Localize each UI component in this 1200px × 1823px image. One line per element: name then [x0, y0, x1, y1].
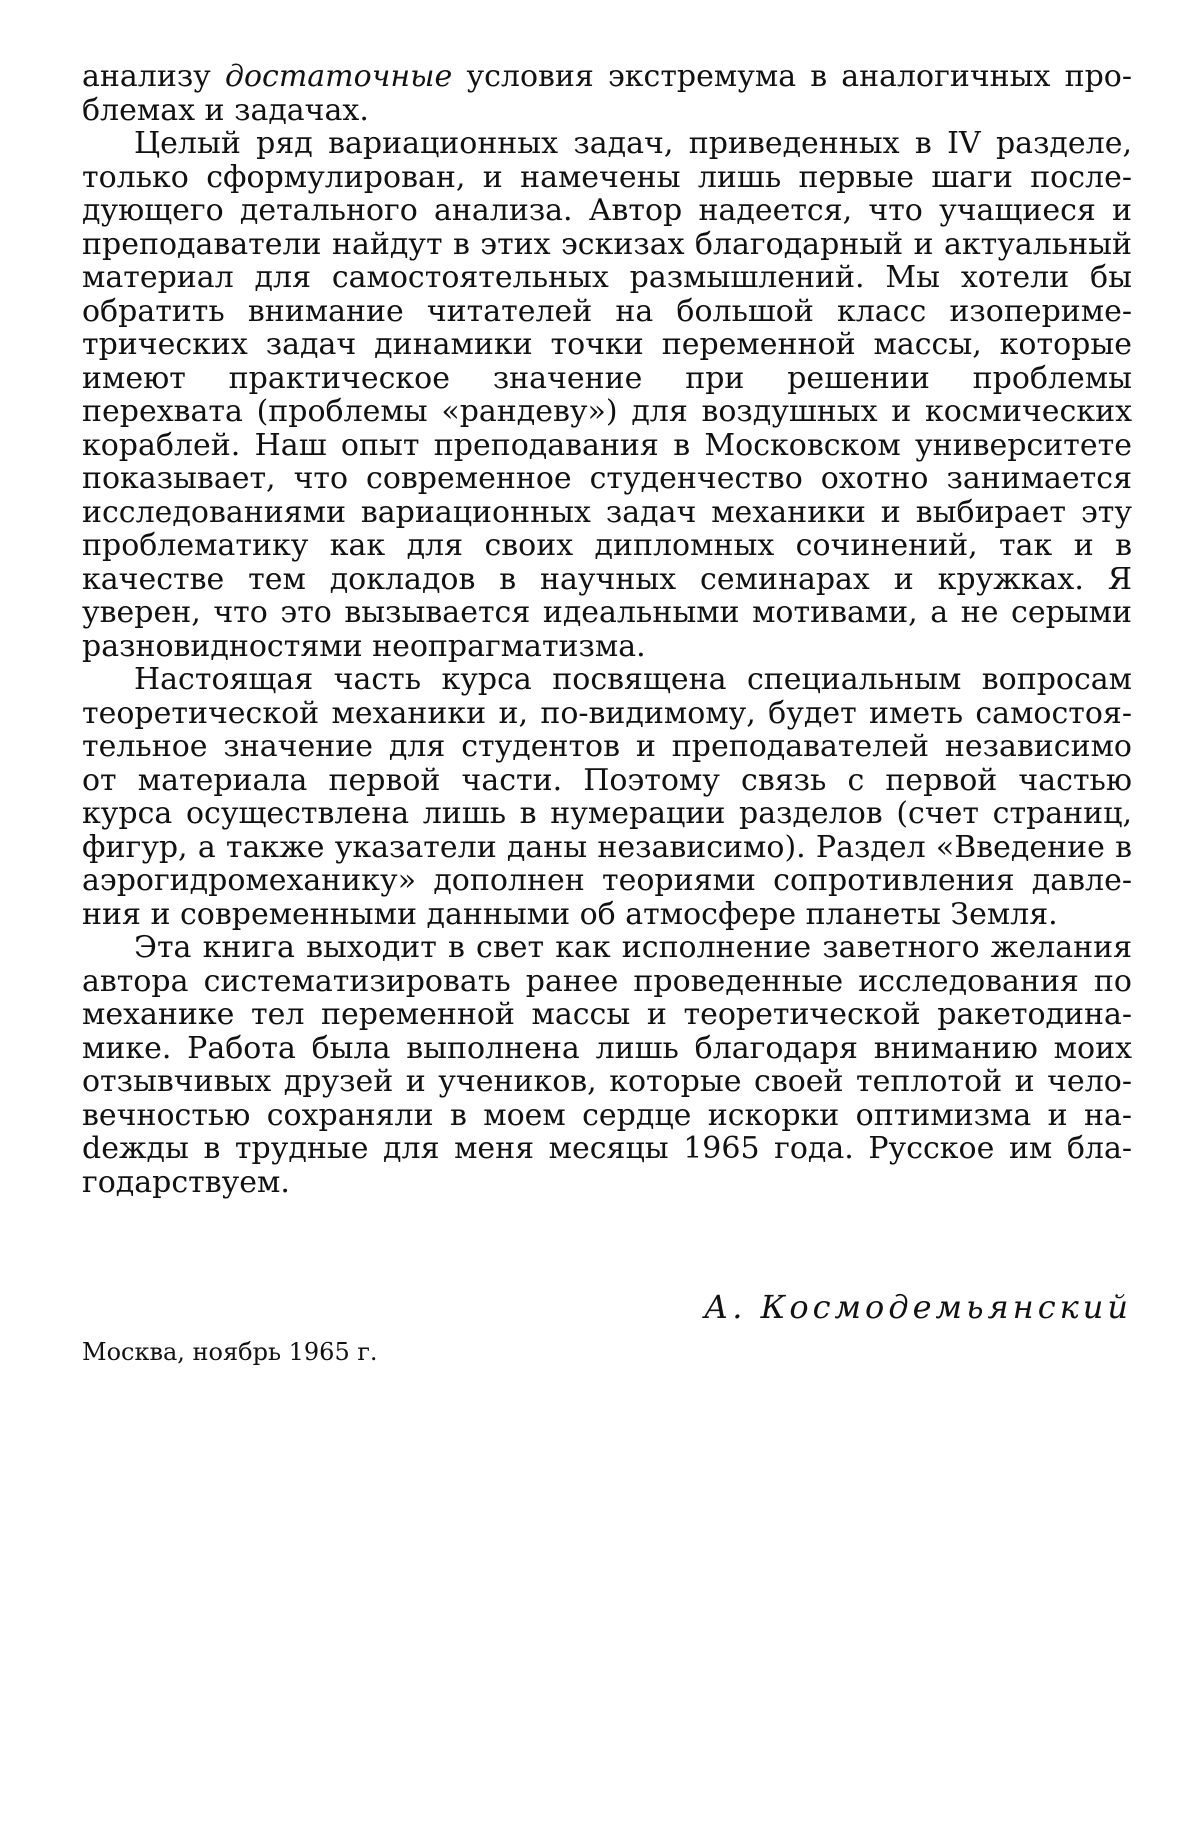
paragraph-1-end: условия экстремума в аналогичных проблемах и задачах. — [82, 59, 1132, 128]
paragraph-1 — [82, 60, 1132, 127]
author-signature: А. Космодемьянский — [703, 1288, 1132, 1326]
emphasis-sufficient: достаточные — [224, 59, 453, 94]
paragraph-3: Настоящая часть курса посвящена специальным вопросам теоретической механики и, по-видимому, будет иметь самостоятельное значение для студентов и преподавателей независимо от материала первой части. Поэтому связь с первой частью курса осуществлена лишь в нумерации разделов (счет страниц, фигур, а также указатели даны независимо). Раздел «Введение в аэрогидромеханику» дополнен теориями сопротивления давления и современными данными об атмосфере планеты Земля. — [82, 662, 1132, 932]
place-and-date: Москва, ноябрь 1965 г. — [82, 1338, 378, 1366]
preface-page — [82, 59, 1132, 1366]
paragraph-4: Эта книга выходит в свет как исполнение заветного желания автора систематизировать ранее проведенные исследования по механике тел переменной массы и теоретической ракетодинамике. Работа была выполнена лишь благодаря вниманию моих отзывчивых друзей и учеников, которые своей теплотой и человечностью сохраняли в моем сердце искорки оптимизма и наdежды в трудные для меня месяцы 1965 года. Русское им благодарствуем. — [82, 930, 1132, 1200]
paragraph-1-start: анализу — [82, 59, 225, 94]
paragraph-2: Целый ряд вариационных задач, приведенных в IV разделе, только сформулирован, и намечены лишь первые шаги последующего детального анализа. Автор надеется, что учащиеся и преподаватели найдут в этих эскизах благодарный и актуальный материал для самостоятельных размышлений. Мы хотели бы обратить внимание читателей на большой класс изопериметрических задач динамики точки переменной массы, которые имеют практическое значение при решении проблемы перехвата (проблемы «рандеву») для воздушных и космических кораблей. Наш опыт преподавания в Московском университете показывает, что современное студенчество охотно занимается исследованиями вариационных задач механики и выбирает эту проблематику как для своих дипломных сочинений, так и в качестве тем докладов в научных семинарах и кружках. Я уверен, что это вызывается идеальными мотивами, а не серыми разновидностями неопрагматизма. — [82, 126, 1132, 664]
